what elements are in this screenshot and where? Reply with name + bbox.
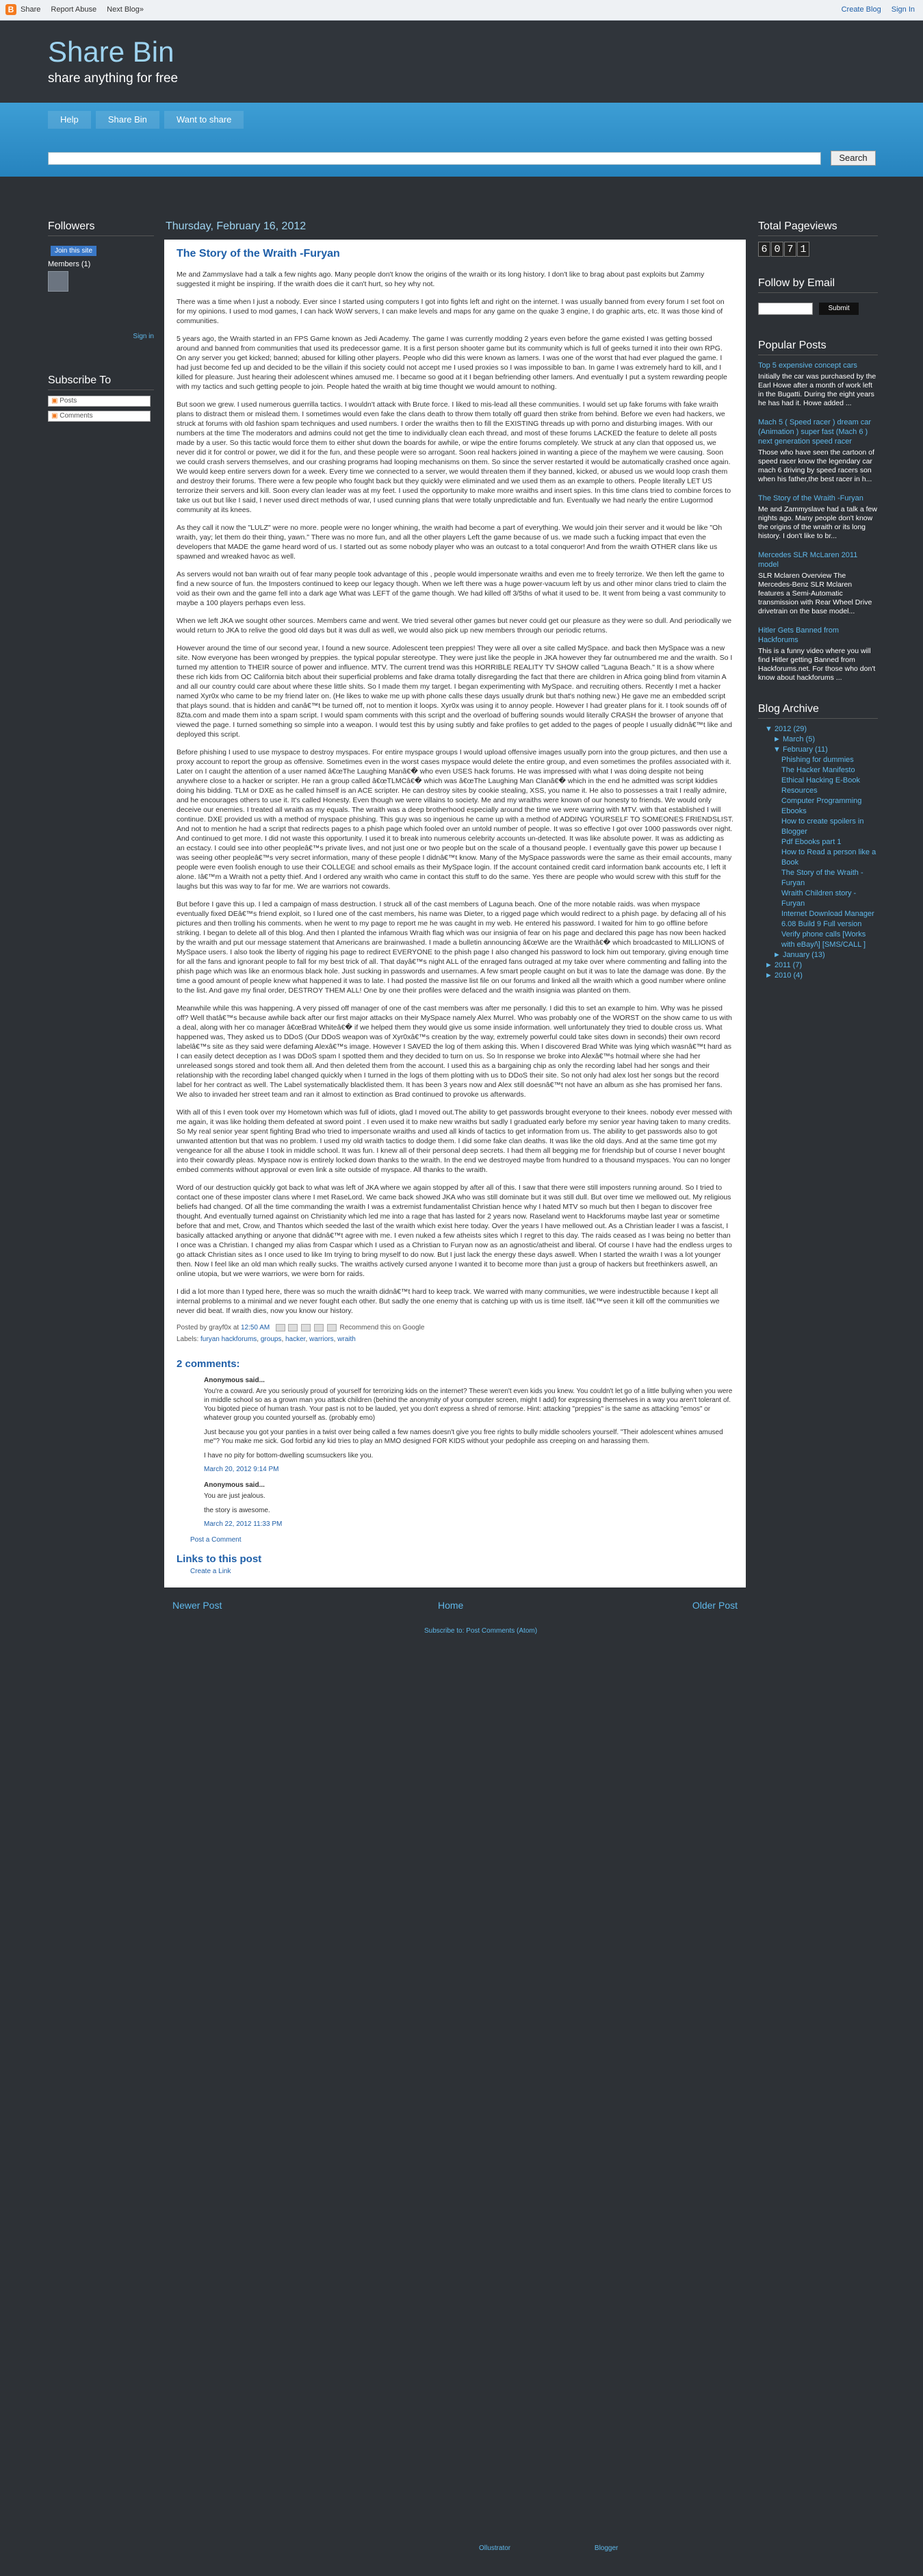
pageviews-title: Total Pageviews <box>758 220 878 236</box>
archive-post[interactable]: Phishing for dummies <box>781 756 854 764</box>
member-avatar[interactable] <box>48 271 68 292</box>
post-paragraph: But soon we grew. I used numerous guerrilla tactics. I wouldn't attack with Brute force. I liked to mis-lead all these communities. I would set up fake forums with fake wraith plans to distract them or mislead them. I sometimes would even fake the clans death to throw them totally off guard then strike from behind. Before we even had hackers, we struck at forums with old fashion spam techniques and used numbers. I order the wraiths then to fill the EXISTING threads up with porno and disturbing images. With our numbers at the time The moderators and admins could not get the time to individually clean each thread, and most of these forums LACKED the feature to delete all posts made by a user. So this tactic would force them to either shut down the boards for awhile, or wipe the entire forums completely. We struck at any clan that opposed us, we never did it for control or power, we did it for the fun, and these people were so arrogant. Soon real hackers joined in wanting a piece of the mayhem we were causing. Soon we could crash servers themselves, and our crashing programs had looping mechanisms on them. So since the server restarted it would be automatically crashed once again. We would keep entire servers down for a week. Every time we connected to a server, we would threaten them if they banned, kicked, or abused us we would loop crash them and destroy their forums. There were a few people who fought back but they quickly were eliminated and we used them as an example to others. People literally LET US terrorize their servers and kill. Soon every clan leader was at my feet. I used the opportunity to make more wraiths and insert spies. In this time clans tried to combine forces to take us out but like I said, I never used direct methods of war, I used cunning plans that were totally unpredictable and fun. Eventually we had nearly the entire Lugormod community at its knees. <box>177 400 731 514</box>
comments-title: 2 comments: <box>177 1358 240 1370</box>
counter-digit: 1 <box>797 242 809 257</box>
popular-post-title[interactable]: Mercedes SLR McLaren 2011 model <box>758 551 858 569</box>
report-abuse-link[interactable]: Report Abuse <box>51 5 97 14</box>
archive-post[interactable]: Computer Programming Ebooks <box>781 797 862 815</box>
archive-month[interactable]: ▼ February (11) <box>773 745 828 754</box>
popular-post <box>758 418 878 484</box>
post-paragraph: There was a time when I just a nobody. Ever since I started using computers I got into fights left and right on the internet. I was usually banned from every forum I set foot on for my opinions. I used to mod games, I can hack WoW servers, I can make levels and maps for any game on the quake 3 engine, I do graphic arts, etc. It was those kind of communities. <box>177 298 725 325</box>
post-paragraph: I did a lot more than I typed here, there was so much the wraith didnâ€™t hard to keep track. We warred with many communities, we were indestructible because I kept all internal problems to a minimal and we never fought each other. But sadly the one enemy that is catching up with us is time itself. Iâ€™ve seen it kill off the communities we never did beat. If wraith dies, now you know our history. <box>177 1288 720 1315</box>
footer-theme-link[interactable]: Ollustrator <box>479 2545 511 2552</box>
tabs-search-band <box>0 103 923 199</box>
blog-archive-title: Blog Archive <box>758 703 878 719</box>
popular-post-snippet: Initially the car was purchased by the Earl Howe after a month of work left in the Bugatti. During the eight years he has had it. Howe added ... <box>758 372 876 407</box>
feed-icon: ▣ <box>51 412 58 420</box>
archive-month[interactable]: ► March (5) <box>773 735 816 743</box>
follow-email-form <box>758 303 878 315</box>
navbar-right <box>833 5 915 14</box>
popular-posts-list <box>758 361 878 683</box>
archive-year[interactable]: ▼ 2012 (29) <box>765 725 807 733</box>
popular-post-snippet: This is a funny video where you will find Hitler getting Banned from Hackforums.net. For those who don't know about hackforums ... <box>758 647 876 682</box>
comment-author: Anonymous said... <box>204 1481 265 1490</box>
left-sidebar <box>48 220 154 426</box>
post-footer <box>177 1324 733 1331</box>
page-tabs <box>48 111 246 129</box>
comment <box>204 1481 733 1528</box>
popular-post-title[interactable]: Top 5 expensive concept cars <box>758 361 857 370</box>
popular-post-title[interactable]: Hitler Gets Banned from Hackforums <box>758 626 839 644</box>
archive-post[interactable]: How to Read a person like a Book <box>781 848 876 867</box>
label-link[interactable]: furyan hackforums <box>200 1336 257 1344</box>
archive-post[interactable]: Wraith Children story - Furyan <box>781 889 857 908</box>
comment-date-link[interactable]: March 20, 2012 9:14 PM <box>204 1466 279 1474</box>
share-twitter-icon[interactable] <box>301 1324 311 1331</box>
popular-post-title[interactable]: The Story of the Wraith -Furyan <box>758 494 863 502</box>
popular-post-snippet: Those who have seen the cartoon of speed racer know the legendary car mach 6 driving by speed racers son when his father,the best racer in h... <box>758 448 874 483</box>
post-paragraph: But before I gave this up. I led a campaign of mass destruction. I struck all of the cast members of Laguna beach. One of the more notable raids. was when myspace eventually fixed DEâ€™s friend exploit, so I lured one of the cast members, his name was Dieter, to a rigged page which would redirect to a phish page. by defacing all of his pictures and then trolling his comments. when he went to my page to report me he was caught in my web. He entered his password. I waited for him to go offline before striking. I began to delete all of this blog. And then I planted the infamous Wraith flag which was our insignia of fear on his page and declared this page has now been hacked by the wraith and put our message statement that Americans are brainwashed. I made a bulletin announcing â€œWe are the Wraithâ€� which broadcasted to MILLIONS of MySpace users. I also took the liberty of rigging his page to redirect EVERYONE to the phish page I also changed his password to lock him out temporary, giving enough time for all the fans and ignorant people to fall for my best trick of all. That dayâ€™s night ALL of the enraged fans outraged at my take over where commenting and falling into the phish page which was like an enormous black hole. Just sucking in passwords and usernames. A few smart people caught on but it was to late the damage was done. By the time a good amount of people knew what happened it was to late. I had posted the massive list file on our forums and linked all the wraith which a good number where online to the list. And gave my final order, DESTROY THEM ALL! One by one their profiles were defaced and the wraith insignia was planted on them. <box>177 900 729 995</box>
main-column <box>164 220 746 1641</box>
comment <box>204 1377 733 1473</box>
archive-post[interactable]: Verify phone calls [Works with eBay/\] [SMS/CALL ] <box>781 930 866 949</box>
blog-pager <box>164 1600 746 1641</box>
feed-icon: ▣ <box>51 397 58 405</box>
post-labels: Labels: furyan hackforums, groups, hacker, warriors, wraith <box>177 1336 356 1344</box>
comment-paragraph: I have no pity for bottom-dwelling scumsuckers like you. <box>204 1452 374 1460</box>
subscribe-title: Subscribe To <box>48 374 154 390</box>
blogger-logo-icon[interactable]: B <box>5 4 16 15</box>
share-facebook-icon[interactable] <box>314 1324 324 1331</box>
blogger-navbar <box>0 0 923 21</box>
post-timestamp-link[interactable]: 12:50 AM <box>240 1324 270 1332</box>
home-link[interactable]: Home <box>438 1600 464 1611</box>
subscribe-comments-label: Comments <box>60 412 93 420</box>
subscribe-posts[interactable] <box>48 396 151 407</box>
label-link[interactable]: wraith <box>337 1336 356 1344</box>
recommend-google-label: Recommend this on Google <box>339 1324 425 1332</box>
post-title[interactable]: The Story of the Wraith -Furyan <box>177 248 340 259</box>
footer-attribution <box>479 2545 700 2552</box>
pageviews-counter <box>758 242 878 257</box>
links-to-post-title: Links to this post <box>177 1553 262 1566</box>
blog-description: share anything for free <box>48 71 179 86</box>
follow-email-title: Follow by Email <box>758 277 878 293</box>
join-site-button[interactable]: Join this site <box>51 246 96 256</box>
share-link[interactable]: Share <box>21 5 41 14</box>
create-blog-link[interactable]: Create Blog <box>841 5 881 14</box>
blog-archive-list <box>758 724 878 981</box>
blog-title[interactable]: Share Bin <box>48 36 174 68</box>
tab-share-bin[interactable]: Share Bin <box>96 111 159 129</box>
subscribe-posts-label: Posts <box>60 397 77 405</box>
older-post-link[interactable]: Older Post <box>692 1600 738 1611</box>
archive-year[interactable]: ► 2011 (7) <box>765 961 803 969</box>
tab-want-to-share[interactable]: Want to share <box>164 111 244 129</box>
google-plus-icon[interactable] <box>327 1324 337 1331</box>
archive-post[interactable]: The Story of the Wraith -Furyan <box>781 869 863 887</box>
counter-digit: 6 <box>758 242 770 257</box>
posted-by-label: Posted by grayf0x at <box>177 1324 239 1332</box>
comment-paragraph: Just because you got your panties in a twist over being called a few names doesn't give you free rights to bully middle schoolers yourself. "Their adolescent whines amused me"? You make me sick. God forbid any kid tries to play an MMO designed FOR KIDS without your pedophile ass creeping on and harassing them. <box>204 1429 723 1446</box>
followers-title: Followers <box>48 220 154 236</box>
post-paragraph: As they call it now the "LULZ" were no more. people were no longer whining, the wraith had become a part of everything. We would join their server and it would be like "Oh wraith, yay; let them do their thing, yawn." There was no more fun, and all the other players Left the game because of us. we made such a fucking impact that even the developers that MADE the game heard word of us. I started out as some nobody player who was an outcast to a total conqueror! And from the wraith OTHER clans like us spawned and wreaked havoc as well. <box>177 524 723 561</box>
footer-blogger-link[interactable]: Blogger <box>594 2545 619 2552</box>
email-input[interactable] <box>758 303 813 315</box>
subscribe-atom-link[interactable]: Subscribe to: Post Comments (Atom) <box>424 1627 538 1635</box>
comment-author: Anonymous said... <box>204 1377 265 1385</box>
counter-digit: 0 <box>771 242 783 257</box>
label-link[interactable]: hacker <box>285 1336 306 1344</box>
next-blog-link[interactable]: Next Blog» <box>107 5 144 14</box>
post-date-header: Thursday, February 16, 2012 <box>166 220 307 232</box>
post-body <box>177 270 733 1316</box>
search-button[interactable]: Search <box>831 151 876 166</box>
post-paragraph: When we left JKA we sought other sources. Members came and went. We tried several other games but never could get our pleasure as they were so dull. And periodically we would return to JKA to relive the good old days but it was dull as well, we would also pick up new members through our periodic returns. <box>177 617 732 635</box>
comment-paragraph: the story is awesome. <box>204 1507 270 1515</box>
archive-post[interactable]: How to create spoilers in Blogger <box>781 817 864 836</box>
post-paragraph: With all of this I even took over my Hometown which was full of idiots, glad I moved out.The ability to get passwords brought everyone to their knees. nobody ever messed with me again, it was like holding them defeated at sword point . I even used it to make new wraiths but sadly I graduated early before my senior year having taken to many credits. So My real senior year spent fighting Brad who tried to impersonate wraiths and used all kinds of tactics to get information from us. The ability to get passwords also to got unwanted attention but that was no problem. I used my old wraith tactics to dodge them. I did some fake clan deaths. It was like the old days. And at the same time got my vengeance for all the abuse I took in middle school. It was fun. I knew all of their personal deep secrets. I had them all begging me for friendship but of course I never bought into their cowardly pleas. Myspace now is entirely locked down thanks to the wraith. In the end we destroyed maybe from hundred to a thousand myspaces. You can no longer embed comments without approval or even link a site outside of myspace. All thanks to the wraith. <box>177 1108 732 1174</box>
labels-prefix: Labels: <box>177 1336 199 1344</box>
label-link[interactable]: warriors <box>309 1336 334 1344</box>
members-label: Members (1) <box>48 260 91 268</box>
popular-post-snippet: SLR Mclaren Overview The Mercedes-Benz SLR Mclaren features a Semi-Automatic transmission with Rear Wheel Drive drivetrain on the base model... <box>758 572 872 615</box>
blogthis-icon[interactable] <box>288 1324 298 1331</box>
post-paragraph: Me and Zammyslave had a talk a few nights ago. Many people don't know the origins of the wraith or its long history. I don't like to brag about past exploits but Zammy suggested it might be inspiring. If the wraith does die it can't hurt, so hey why not. <box>177 270 705 288</box>
post-comment-link[interactable]: Post a Comment <box>190 1536 242 1544</box>
post-paragraph: Word of our destruction quickly got back to what was left of JKA where we again stopped by after all of this. I saw that there were still imposters running around. So I tried to contact one of these imposter clans where I met RaseLord. We came back showed JKA who was still dominate but it was still dull. But over time we mellowed out. My religious beliefs had changed. Of all the time commanding the wraith I was a extremist fundamentalist Christian hence why I hated MTV so much but then I began to discover free thought. And eventually turned against on Christianity which led me into a rage that has lasted for 2 years now. Raseland went to Hackforums maybe last year or sometime before that and met, Crow, and Thantos which seeded the last of the wraith which exist here today. Over the years I have mellowed out. As a Christian leader I was a fascist, I basically attacked anything or anyone that didnâ€™t agree with me. I even nuked a few atheists sites which I regret to this day. The raids ceased as I was being no better than I once was a Christian. I changed my alias from Caspar which I used as a Christian to Furyan now as an agnostic/atheist and liberal. Of course I have had the endless urges to go attack Christian sites as I once used to like Im trying to bring myself to do now. But I just lack the energy these days aswell. When I started the wraith I was a lot younger then. Now I feel like an old man which really sucks. The wraiths actively cursed anyone I wanted it to become more than just a group of hackers but freethinkers aswell, an online utopia, but we were warriors, we were born for raids. <box>177 1184 732 1278</box>
band-divider <box>0 177 923 199</box>
archive-post[interactable]: Ethical Hacking E-Book Resources <box>781 776 860 795</box>
newer-post-link[interactable]: Newer Post <box>172 1600 222 1611</box>
label-link[interactable]: groups <box>260 1336 282 1344</box>
followers-sign-in-link[interactable]: Sign in <box>133 333 154 340</box>
blog-header <box>0 21 923 103</box>
post-paragraph: As servers would not ban wraith out of fear many people took advantage of this , people would impersonate wraiths and even me to freely terrorize. We then left the game to find a new source of fun. the Imposters continued to keep our legacy though. When we left there was a huge power-vacuum left by us and other minor clans tried to claim the void as their own and the game fell into a dark age What was LEFT of the game though. We had killed off 3/5ths of what it used to be. It went from being a vast community to maybe a 100 players perhaps even less. <box>177 570 727 607</box>
sign-in-link[interactable]: Sign In <box>891 5 915 14</box>
post-paragraph: Before phishing I used to use myspace to destroy myspaces. For entire myspace groups I would upload offensive images usually porn into the group pictures, and then use a proxy account to report the group as offensive. Sometimes even in the worst cases myspace would delete the entire group, and even sometimes the profiles associated with it. Later on I caught the attention of a user named â€œThe Laughing Manâ€� who even USES hack forums. He was impressed with what I was doing despite not being anywhere close to a hacker or scripter. He ran a group called â€œTLMCâ€� which was â€œThe Laughing Man Clanâ€� which in the end he admitted was script kiddies doing his bidding. TLM or DXE as he called himself is an ACE scripter. He can destroy sites by cookie stealing, XSS, you name it. He also to possesses a trait I really admire, and he encourages others to use it. It's called Honesty. Even though we were villains to society. Me and my wraiths were known of our honesty to friends. We would only deceive our enemies. I treated all wraith as my equals. The wraith was a deep brotherhood especially around the time we were warring with MTV. with that established I will continue. DXE provided us with a method of myspace phishing. This guy was so ingenious he came up with a method of ADDING YOURSELF TO SOMEONES FRIENDSLIST. And not to mention he had a script that redirects pages to a phish page which fooled over an untold number of people. It was so effective I got over 1000 passwords over night. And continued to get more. I did not waste this opportunity. I used it to break into numerous celebrity accounts un-detected. It was like absolute power. It was as addicting as an ecstacy. I could see into other peopleâ€™s private lives, and not just one or two people but on the scale of a thousand people. I eventually gave this power up because I was seeing other peopleâ€™s very secret information, many of these people I didnâ€™t know. Many of the MySpace passwords were the same as their email accounts, many people were even foolish enough to use their COLLEGE and school emails as their MySpace login. If the account contained credit card information bank accounts etc, I left it alone. Iâ€™m a Wraith not a petty thief. And I ordered any wraith who came in contact this stuff to do the same. Yes there are people who would screw with this stuff for the laughs but this was way to far for me. We are warriors not cowards. <box>177 748 733 891</box>
archive-post[interactable]: Pdf Ebooks part 1 <box>781 838 842 846</box>
archive-month[interactable]: ► January (13) <box>773 951 825 959</box>
comment-date-link[interactable]: March 22, 2012 11:33 PM <box>204 1520 283 1529</box>
post <box>164 240 746 1587</box>
popular-post <box>758 494 878 541</box>
archive-post[interactable]: Internet Download Manager 6.08 Build 9 Full version <box>781 910 874 928</box>
email-post-icon[interactable] <box>276 1324 285 1331</box>
counter-digit: 7 <box>784 242 796 257</box>
search-input[interactable] <box>48 152 821 165</box>
right-sidebar <box>758 220 878 981</box>
popular-post <box>758 361 878 408</box>
subscribe-comments[interactable] <box>48 411 151 422</box>
post-paragraph: Meanwhile while this was happening. A very pissed off manager of one of the cast members was after me personally. I did this to set an example to him. Why was he pissed off? Well thatâ€™s because awhile back after our first major attacks on their MySpace namely Alex Murrel. Who was probably one of the WORST on the show came to us with a deal, along with her co manager â€œBrad Whiteâ€� if we helped them they would give us some inside information. well unfortunately they tried to double cross us. What happened was, They asked us to DDoS (Our DDoS weapon was of Xyr0xâ€™s creation by the way, extremely powerful could take sites down in seconds) their own record labelâ€™s site as they said were defaming Alexâ€™s image. However I SAVED the log of them asking this. When I discovered Brad White was lying which wasnâ€™t hard as I can easily detect deception as I was DDoS spam I spotted them and they decided to turn on us. So In response we broke into Alexâ€™s hotmail where she had her unreleased songs stored and took them all. And then deleted them from the account. I used this as a bargaining chip as only the recording label had her songs and their relationship with the recording label changed quickly when I turned in the logs of them plotting with us to DDoS their site. So not only had alex lost her songs but the record label for her contract as well. The Label systematically blacklisted them. It has been 3 years now and Alex still doesnâ€™t not have an album as she has promised her fans. We also to invaded her street team and ran it almost to extinction as Brad continued to provoke us afterwards. <box>177 1004 732 1099</box>
archive-post[interactable]: The Hacker Manifesto <box>781 766 855 774</box>
comment-paragraph: You are just jealous. <box>204 1492 265 1501</box>
archive-year[interactable]: ► 2010 (4) <box>765 971 803 980</box>
search-row <box>48 151 876 167</box>
create-link[interactable]: Create a Link <box>190 1568 231 1576</box>
email-submit-button[interactable]: Submit <box>819 303 859 315</box>
comment-paragraph: You're a coward. Are you seriously proud of yourself for terrorizing kids on the internet? These weren't even kids you knew. You couldn't let go of a little bullying when you were in middle school so as a grown man you attack children (behind the anonymity of your computer screen, might I add) for expressing themselves in a way you aren't tolerant of. You bigoted piece of human trash. Your past is not to be lauded, yet you don't express a shred of remorse. Hint: attacking "preppies" is the same as attacking "emos" or whatever group you counted yourself as. (probably emo) <box>204 1388 733 1423</box>
navbar-left <box>21 5 152 14</box>
popular-post <box>758 626 878 683</box>
popular-post <box>758 550 878 616</box>
popular-posts-title: Popular Posts <box>758 340 878 355</box>
popular-post-snippet: Me and Zammyslave had a talk a few nights ago. Many people don't know the origins of the wraith or its long history. I don't like to br... <box>758 505 877 540</box>
tab-help[interactable]: Help <box>48 111 91 129</box>
post-paragraph: 5 years ago, the Wraith started in an FPS Game known as Jedi Academy. The game I was currently modding 2 years even before the game existed I was getting bossed around and banned from communities that used its predecessor game. It is a first person shooter game but its community which is full of geeks turned it into their own RPG. On any server you get kicked; banned; abused for killing other players. People who did this were known as lamers. I was one of the worst that had ever plagued the game. I had just become fed up and decided to be the villain if this society could not accept me I used proxies so I was impossible to ban. In game I was extremely hard to kill, and I killed for pleasure. Just hearing their adolescent whines amused me. I became so good at it I began befriending other lamers. And eventually I put a system rewarding people with my tactics and such getting people to join. People hated the wraith at big time thought we would amount to nothing. <box>177 335 727 391</box>
post-paragraph: However around the time of our second year, I found a new source. Adolescent teen preppies! They were all over a site called MySpace. and back then MySpace was a new site. Now everyone has been wronged by preppies. the typical popular stereotype. They were just like the people in JKA however they far outnumbered me and the wraith. So I turned my attention to THEIR source of power and influence. MTV. The current trend was this HORRIBLE REALITY TV SHOW called "Laguna Beach." It is a show where these rich kids from OC California bitch about their superficial problems and fake drama totally disregarding the fact that there are children in Africa going blind from vitamin A and all our country could care about where these little shits. So I made them my target. I began experimenting with MySpace. and recruiting others. Recently I met a hacker named Xyr0x who came to be my friend later on. (He likes to wake me up with phone calls these days usually drunk but that's nothing new.) He gave me an embedded script that plays sound. that is hidden and canâ€™t be turned off, not to mention it loops. Xyr0x was using it to annoy people. However I had greater plans for it. I took sounds off of 8Zta.com and made them into a spam script. I would spam comments with this script and the overload of buffering sounds would literally CRASH the browser of anyone that viewed the page. I turned something so simple into a weapon. I would test this by using subtly and fake profiles to get added to the pages of people I usually didnâ€™t like and deployed this script. <box>177 644 733 739</box>
popular-post-title[interactable]: Mach 5 ( Speed racer ) dream car (Animation ) super fast (Mach 6 ) next generation speed racer <box>758 418 872 446</box>
